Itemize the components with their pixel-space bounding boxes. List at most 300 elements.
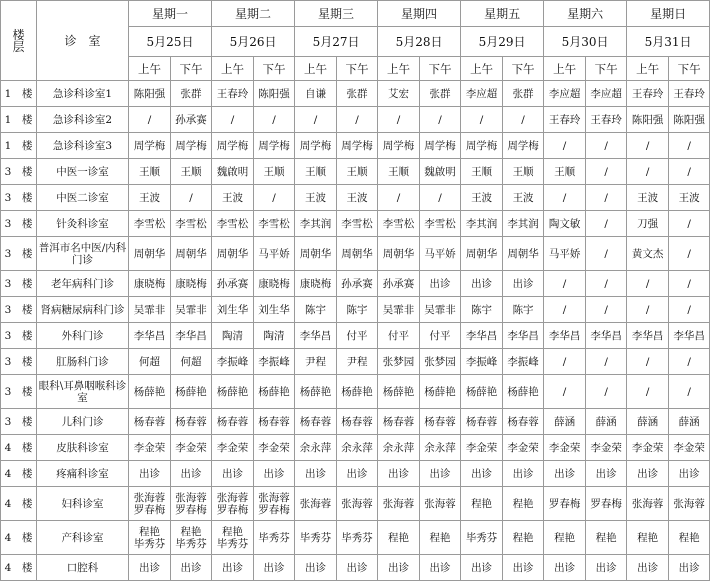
doctor-cell: 毕秀芬 bbox=[337, 521, 378, 555]
doctor-cell: 出诊 bbox=[544, 555, 586, 581]
doctor-cell: 李应超 bbox=[461, 81, 503, 107]
doctor-cell: / bbox=[461, 107, 503, 133]
doctor-cell: 张海蓉 bbox=[669, 487, 710, 521]
doctor-cell: 尹程 bbox=[295, 349, 337, 375]
floor-cell: 3 楼 bbox=[1, 271, 37, 297]
doctor-cell: 吴霏非 bbox=[129, 297, 171, 323]
doctor-cell: 黄文杰 bbox=[627, 237, 669, 271]
doctor-cell: 王顺 bbox=[503, 159, 544, 185]
morning-header: 上午 bbox=[295, 57, 337, 81]
doctor-cell: 李金荣 bbox=[544, 435, 586, 461]
room-cell: 儿科门诊 bbox=[37, 409, 129, 435]
doctor-cell: 魏啟明 bbox=[212, 159, 254, 185]
doctor-cell: 李雪松 bbox=[420, 211, 461, 237]
date-header: 5月29日 bbox=[461, 27, 544, 57]
doctor-cell: / bbox=[544, 375, 586, 409]
doctor-cell: / bbox=[627, 349, 669, 375]
doctor-cell: 周朝华 bbox=[461, 237, 503, 271]
doctor-cell: 李其润 bbox=[461, 211, 503, 237]
doctor-cell: 王春玲 bbox=[544, 107, 586, 133]
weekday-header: 星期日 bbox=[627, 1, 710, 27]
doctor-cell: 何超 bbox=[129, 349, 171, 375]
doctor-cell: 陈宇 bbox=[503, 297, 544, 323]
doctor-cell: 程艳 bbox=[378, 521, 420, 555]
floor-cell: 3 楼 bbox=[1, 323, 37, 349]
table-row bbox=[1, 271, 710, 297]
doctor-cell: 王春玲 bbox=[586, 107, 627, 133]
floor-cell: 3 楼 bbox=[1, 375, 37, 409]
doctor-cell: 程艳 bbox=[669, 521, 710, 555]
doctor-cell: 李其润 bbox=[295, 211, 337, 237]
doctor-cell: 王春玲 bbox=[627, 81, 669, 107]
doctor-cell: 马平娇 bbox=[544, 237, 586, 271]
doctor-cell: 付平 bbox=[420, 323, 461, 349]
floor-cell: 3 楼 bbox=[1, 185, 37, 211]
morning-header: 上午 bbox=[544, 57, 586, 81]
doctor-cell: 杨春蓉 bbox=[129, 409, 171, 435]
doctor-cell: 李其润 bbox=[503, 211, 544, 237]
doctor-cell: 尹程 bbox=[337, 349, 378, 375]
doctor-cell: 张海蓉 罗春梅 bbox=[254, 487, 295, 521]
doctor-cell: / bbox=[544, 185, 586, 211]
doctor-cell: 李华昌 bbox=[129, 323, 171, 349]
doctor-cell: / bbox=[254, 107, 295, 133]
floor-cell: 3 楼 bbox=[1, 409, 37, 435]
afternoon-header: 下午 bbox=[586, 57, 627, 81]
doctor-cell: 李金荣 bbox=[461, 435, 503, 461]
doctor-cell: / bbox=[171, 185, 212, 211]
floor-header: 楼层 bbox=[1, 1, 37, 81]
doctor-cell: 马平娇 bbox=[420, 237, 461, 271]
doctor-cell: 付平 bbox=[378, 323, 420, 349]
doctor-cell: / bbox=[669, 271, 710, 297]
doctor-cell: 周学梅 bbox=[295, 133, 337, 159]
doctor-cell: 出诊 bbox=[503, 271, 544, 297]
doctor-cell: / bbox=[295, 107, 337, 133]
room-cell: 急诊科诊室3 bbox=[37, 133, 129, 159]
doctor-cell: 周学梅 bbox=[129, 133, 171, 159]
weekday-header: 星期一 bbox=[129, 1, 212, 27]
doctor-cell: 陶清 bbox=[254, 323, 295, 349]
doctor-cell: 陈宇 bbox=[337, 297, 378, 323]
doctor-cell: 杨春蓉 bbox=[254, 409, 295, 435]
doctor-cell: 王波 bbox=[627, 185, 669, 211]
doctor-cell: 王波 bbox=[337, 185, 378, 211]
afternoon-header: 下午 bbox=[669, 57, 710, 81]
doctor-cell: 出诊 bbox=[586, 555, 627, 581]
doctor-cell: 余永萍 bbox=[378, 435, 420, 461]
doctor-cell: 出诊 bbox=[378, 461, 420, 487]
doctor-cell: 出诊 bbox=[503, 555, 544, 581]
doctor-cell: / bbox=[669, 159, 710, 185]
doctor-cell: 杨春蓉 bbox=[461, 409, 503, 435]
doctor-cell: 周学梅 bbox=[171, 133, 212, 159]
doctor-cell: / bbox=[627, 375, 669, 409]
floor-cell: 4 楼 bbox=[1, 435, 37, 461]
doctor-cell: 程艳 毕秀芬 bbox=[171, 521, 212, 555]
doctor-cell: 出诊 bbox=[669, 555, 710, 581]
doctor-cell: 周朝华 bbox=[171, 237, 212, 271]
doctor-cell: 罗春梅 bbox=[586, 487, 627, 521]
doctor-cell: / bbox=[586, 237, 627, 271]
date-header: 5月31日 bbox=[627, 27, 710, 57]
doctor-cell: 张海蓉 罗春梅 bbox=[129, 487, 171, 521]
doctor-cell: 刘生华 bbox=[212, 297, 254, 323]
doctor-cell: 李金荣 bbox=[254, 435, 295, 461]
doctor-cell: 余永萍 bbox=[337, 435, 378, 461]
doctor-cell: / bbox=[129, 107, 171, 133]
doctor-cell: 杨薛艳 bbox=[129, 375, 171, 409]
doctor-cell: 周朝华 bbox=[503, 237, 544, 271]
floor-cell: 1 楼 bbox=[1, 107, 37, 133]
doctor-cell: 王波 bbox=[129, 185, 171, 211]
doctor-cell: 薛涵 bbox=[544, 409, 586, 435]
doctor-cell: 程艳 bbox=[503, 487, 544, 521]
doctor-cell: 周学梅 bbox=[378, 133, 420, 159]
room-cell: 针灸科诊室 bbox=[37, 211, 129, 237]
doctor-cell: / bbox=[212, 107, 254, 133]
afternoon-header: 下午 bbox=[171, 57, 212, 81]
doctor-cell: 周学梅 bbox=[461, 133, 503, 159]
doctor-cell: 程艳 bbox=[503, 521, 544, 555]
doctor-cell: 王波 bbox=[212, 185, 254, 211]
doctor-cell: / bbox=[337, 107, 378, 133]
doctor-cell: 出诊 bbox=[503, 461, 544, 487]
doctor-cell: 李金荣 bbox=[171, 435, 212, 461]
room-cell: 眼科\耳鼻咽喉科诊室 bbox=[37, 375, 129, 409]
room-cell: 中医一诊室 bbox=[37, 159, 129, 185]
doctor-cell: 李华昌 bbox=[171, 323, 212, 349]
doctor-cell: 李振峰 bbox=[212, 349, 254, 375]
room-header: 诊 室 bbox=[37, 1, 129, 81]
doctor-cell: 出诊 bbox=[627, 461, 669, 487]
doctor-cell: 陈阳强 bbox=[669, 107, 710, 133]
doctor-cell: 程艳 bbox=[420, 521, 461, 555]
floor-cell: 3 楼 bbox=[1, 237, 37, 271]
morning-header: 上午 bbox=[212, 57, 254, 81]
doctor-cell: 自谦 bbox=[295, 81, 337, 107]
doctor-cell: 吴霏非 bbox=[378, 297, 420, 323]
doctor-cell: 出诊 bbox=[171, 555, 212, 581]
doctor-cell: 张海蓉 bbox=[337, 487, 378, 521]
doctor-cell: / bbox=[627, 133, 669, 159]
doctor-cell: 付平 bbox=[337, 323, 378, 349]
doctor-cell: 出诊 bbox=[337, 461, 378, 487]
doctor-cell: 李应超 bbox=[586, 81, 627, 107]
room-cell: 急诊科诊室2 bbox=[37, 107, 129, 133]
doctor-cell: / bbox=[586, 271, 627, 297]
table-row bbox=[1, 297, 710, 323]
date-header: 5月28日 bbox=[378, 27, 461, 57]
date-header: 5月25日 bbox=[129, 27, 212, 57]
doctor-cell: 李金荣 bbox=[627, 435, 669, 461]
table-row bbox=[1, 349, 710, 375]
doctor-cell: 出诊 bbox=[461, 555, 503, 581]
table-row bbox=[1, 375, 710, 409]
doctor-cell: / bbox=[669, 211, 710, 237]
doctor-cell: 杨春蓉 bbox=[337, 409, 378, 435]
doctor-cell: / bbox=[669, 133, 710, 159]
doctor-cell: 王顺 bbox=[378, 159, 420, 185]
doctor-cell: 杨薛艳 bbox=[212, 375, 254, 409]
doctor-cell: 王春玲 bbox=[212, 81, 254, 107]
doctor-cell: 杨春蓉 bbox=[295, 409, 337, 435]
doctor-cell: 陈宇 bbox=[295, 297, 337, 323]
morning-header: 上午 bbox=[627, 57, 669, 81]
doctor-cell: 张海蓉 bbox=[378, 487, 420, 521]
doctor-cell: 周朝华 bbox=[337, 237, 378, 271]
doctor-cell: 程艳 bbox=[627, 521, 669, 555]
doctor-cell: 程艳 bbox=[544, 521, 586, 555]
floor-cell: 4 楼 bbox=[1, 487, 37, 521]
afternoon-header: 下午 bbox=[254, 57, 295, 81]
doctor-cell: / bbox=[544, 133, 586, 159]
room-cell: 肛肠科门诊 bbox=[37, 349, 129, 375]
floor-cell: 3 楼 bbox=[1, 349, 37, 375]
doctor-cell: 李雪松 bbox=[337, 211, 378, 237]
doctor-cell: 杨薛艳 bbox=[461, 375, 503, 409]
table-row bbox=[1, 237, 710, 271]
doctor-cell: 李华昌 bbox=[295, 323, 337, 349]
doctor-cell: 王波 bbox=[295, 185, 337, 211]
weekday-header: 星期五 bbox=[461, 1, 544, 27]
doctor-cell: 魏啟明 bbox=[420, 159, 461, 185]
doctor-cell: 程艳 毕秀芬 bbox=[129, 521, 171, 555]
doctor-cell: 李华昌 bbox=[461, 323, 503, 349]
room-cell: 中医二诊室 bbox=[37, 185, 129, 211]
doctor-cell: 李振峰 bbox=[503, 349, 544, 375]
doctor-cell: / bbox=[254, 185, 295, 211]
doctor-cell: 周学梅 bbox=[503, 133, 544, 159]
weekday-header: 星期二 bbox=[212, 1, 295, 27]
doctor-cell: 杨薛艳 bbox=[378, 375, 420, 409]
doctor-cell: 李华昌 bbox=[586, 323, 627, 349]
doctor-cell: 罗春梅 bbox=[544, 487, 586, 521]
doctor-cell: 何超 bbox=[171, 349, 212, 375]
room-cell: 肾病糖尿病科门诊 bbox=[37, 297, 129, 323]
doctor-cell: 出诊 bbox=[461, 271, 503, 297]
doctor-cell: 张海蓉 罗春梅 bbox=[212, 487, 254, 521]
doctor-cell: / bbox=[420, 107, 461, 133]
doctor-cell: 张梦园 bbox=[378, 349, 420, 375]
doctor-cell: 出诊 bbox=[627, 555, 669, 581]
table-row bbox=[1, 435, 710, 461]
morning-header: 上午 bbox=[129, 57, 171, 81]
room-cell: 普洱市名中医/内科门诊 bbox=[37, 237, 129, 271]
doctor-cell: 王波 bbox=[669, 185, 710, 211]
doctor-cell: 出诊 bbox=[254, 555, 295, 581]
doctor-cell: 杨春蓉 bbox=[420, 409, 461, 435]
morning-header: 上午 bbox=[378, 57, 420, 81]
table-row bbox=[1, 409, 710, 435]
doctor-cell: 出诊 bbox=[586, 461, 627, 487]
doctor-cell: 王顺 bbox=[461, 159, 503, 185]
doctor-cell: 陈阳强 bbox=[627, 107, 669, 133]
doctor-cell: 王顺 bbox=[337, 159, 378, 185]
doctor-cell: 张梦园 bbox=[420, 349, 461, 375]
doctor-cell: 出诊 bbox=[420, 271, 461, 297]
room-cell: 皮肤科诊室 bbox=[37, 435, 129, 461]
doctor-cell: 薛涵 bbox=[586, 409, 627, 435]
doctor-cell: 李雪松 bbox=[212, 211, 254, 237]
doctor-cell: / bbox=[378, 185, 420, 211]
doctor-cell: 李振峰 bbox=[461, 349, 503, 375]
doctor-cell: / bbox=[544, 271, 586, 297]
doctor-cell: 马平娇 bbox=[254, 237, 295, 271]
doctor-cell: / bbox=[544, 297, 586, 323]
table-row bbox=[1, 81, 710, 107]
floor-cell: 1 楼 bbox=[1, 133, 37, 159]
weekday-header: 星期四 bbox=[378, 1, 461, 27]
table-row bbox=[1, 211, 710, 237]
doctor-cell: 张海蓉 bbox=[627, 487, 669, 521]
doctor-cell: 王顺 bbox=[295, 159, 337, 185]
doctor-cell: 李华昌 bbox=[544, 323, 586, 349]
doctor-cell: 杨春蓉 bbox=[503, 409, 544, 435]
doctor-cell: 周朝华 bbox=[378, 237, 420, 271]
doctor-cell: 杨春蓉 bbox=[212, 409, 254, 435]
doctor-cell: 张群 bbox=[171, 81, 212, 107]
doctor-cell: 毕秀芬 bbox=[295, 521, 337, 555]
table-row bbox=[1, 107, 710, 133]
doctor-cell: 李华昌 bbox=[627, 323, 669, 349]
doctor-cell: 李华昌 bbox=[503, 323, 544, 349]
doctor-cell: / bbox=[669, 349, 710, 375]
doctor-cell: / bbox=[627, 271, 669, 297]
floor-cell: 4 楼 bbox=[1, 521, 37, 555]
doctor-cell: 程艳 bbox=[586, 521, 627, 555]
doctor-cell: 毕秀芬 bbox=[461, 521, 503, 555]
doctor-cell: 出诊 bbox=[295, 555, 337, 581]
doctor-cell: 李应超 bbox=[544, 81, 586, 107]
room-cell: 急诊科诊室1 bbox=[37, 81, 129, 107]
floor-cell: 4 楼 bbox=[1, 461, 37, 487]
doctor-cell: 出诊 bbox=[212, 555, 254, 581]
doctor-cell: 杨薛艳 bbox=[337, 375, 378, 409]
doctor-cell: 李金荣 bbox=[586, 435, 627, 461]
doctor-cell: 张群 bbox=[337, 81, 378, 107]
doctor-cell: 孙承赛 bbox=[171, 107, 212, 133]
afternoon-header: 下午 bbox=[337, 57, 378, 81]
doctor-cell: 杨薛艳 bbox=[171, 375, 212, 409]
doctor-cell: 出诊 bbox=[171, 461, 212, 487]
doctor-cell: 毕秀芬 bbox=[254, 521, 295, 555]
doctor-cell: 杨薛艳 bbox=[503, 375, 544, 409]
doctor-cell: / bbox=[586, 185, 627, 211]
table-row bbox=[1, 461, 710, 487]
room-cell: 妇科诊室 bbox=[37, 487, 129, 521]
doctor-cell: 张群 bbox=[503, 81, 544, 107]
doctor-cell: 李金荣 bbox=[503, 435, 544, 461]
doctor-cell: 出诊 bbox=[129, 555, 171, 581]
doctor-cell: 陈宇 bbox=[461, 297, 503, 323]
afternoon-header: 下午 bbox=[503, 57, 544, 81]
room-cell: 外科门诊 bbox=[37, 323, 129, 349]
doctor-cell: / bbox=[586, 297, 627, 323]
floor-cell: 1 楼 bbox=[1, 81, 37, 107]
doctor-cell: / bbox=[586, 349, 627, 375]
doctor-cell: 王顺 bbox=[171, 159, 212, 185]
doctor-cell: 孙承赛 bbox=[337, 271, 378, 297]
doctor-cell: 周学梅 bbox=[337, 133, 378, 159]
doctor-cell: 吴霏非 bbox=[171, 297, 212, 323]
room-cell: 疼痛科诊室 bbox=[37, 461, 129, 487]
doctor-cell: 李雪松 bbox=[254, 211, 295, 237]
doctor-cell: 李振峰 bbox=[254, 349, 295, 375]
doctor-cell: 杨薛艳 bbox=[295, 375, 337, 409]
doctor-cell: 周朝华 bbox=[129, 237, 171, 271]
doctor-cell: 出诊 bbox=[337, 555, 378, 581]
table-row bbox=[1, 555, 710, 581]
room-cell: 产科诊室 bbox=[37, 521, 129, 555]
doctor-cell: / bbox=[378, 107, 420, 133]
weekday-header: 星期三 bbox=[295, 1, 378, 27]
doctor-cell: / bbox=[669, 297, 710, 323]
doctor-cell: 出诊 bbox=[378, 555, 420, 581]
doctor-cell: 刀强 bbox=[627, 211, 669, 237]
afternoon-header: 下午 bbox=[420, 57, 461, 81]
doctor-cell: 刘生华 bbox=[254, 297, 295, 323]
doctor-cell: 周学梅 bbox=[212, 133, 254, 159]
doctor-cell: 王顺 bbox=[129, 159, 171, 185]
room-cell: 老年病科门诊 bbox=[37, 271, 129, 297]
doctor-cell: 王春玲 bbox=[669, 81, 710, 107]
doctor-cell: 出诊 bbox=[420, 461, 461, 487]
doctor-cell: 陶文敏 bbox=[544, 211, 586, 237]
doctor-cell: 王顺 bbox=[254, 159, 295, 185]
table-row bbox=[1, 487, 710, 521]
doctor-cell: / bbox=[586, 159, 627, 185]
doctor-cell: 杨春蓉 bbox=[378, 409, 420, 435]
doctor-cell: / bbox=[503, 107, 544, 133]
doctor-cell: 周学梅 bbox=[420, 133, 461, 159]
floor-cell: 3 楼 bbox=[1, 211, 37, 237]
doctor-cell: 李雪松 bbox=[378, 211, 420, 237]
morning-header: 上午 bbox=[461, 57, 503, 81]
doctor-cell: / bbox=[669, 237, 710, 271]
doctor-cell: 张海蓉 bbox=[295, 487, 337, 521]
floor-cell: 3 楼 bbox=[1, 297, 37, 323]
doctor-cell: 康晓梅 bbox=[129, 271, 171, 297]
doctor-cell: 李雪松 bbox=[129, 211, 171, 237]
doctor-cell: 周朝华 bbox=[295, 237, 337, 271]
doctor-cell: 出诊 bbox=[544, 461, 586, 487]
doctor-cell: 陶清 bbox=[212, 323, 254, 349]
doctor-cell: 出诊 bbox=[420, 555, 461, 581]
doctor-cell: 出诊 bbox=[254, 461, 295, 487]
room-cell: 口腔科 bbox=[37, 555, 129, 581]
table-row bbox=[1, 159, 710, 185]
doctor-cell: 孙承赛 bbox=[212, 271, 254, 297]
doctor-cell: 张群 bbox=[420, 81, 461, 107]
floor-cell: 3 楼 bbox=[1, 159, 37, 185]
doctor-cell: 李金荣 bbox=[129, 435, 171, 461]
doctor-cell: / bbox=[586, 211, 627, 237]
doctor-cell: 出诊 bbox=[461, 461, 503, 487]
doctor-cell: 出诊 bbox=[129, 461, 171, 487]
doctor-cell: 余永萍 bbox=[420, 435, 461, 461]
doctor-cell: 陈阳强 bbox=[129, 81, 171, 107]
doctor-cell: / bbox=[586, 133, 627, 159]
doctor-cell: 周学梅 bbox=[254, 133, 295, 159]
doctor-cell: 杨春蓉 bbox=[171, 409, 212, 435]
doctor-cell: 陈阳强 bbox=[254, 81, 295, 107]
doctor-cell: 薛涵 bbox=[669, 409, 710, 435]
doctor-cell: 康晓梅 bbox=[295, 271, 337, 297]
doctor-cell: 出诊 bbox=[295, 461, 337, 487]
table-row bbox=[1, 521, 710, 555]
date-header: 5月30日 bbox=[544, 27, 627, 57]
